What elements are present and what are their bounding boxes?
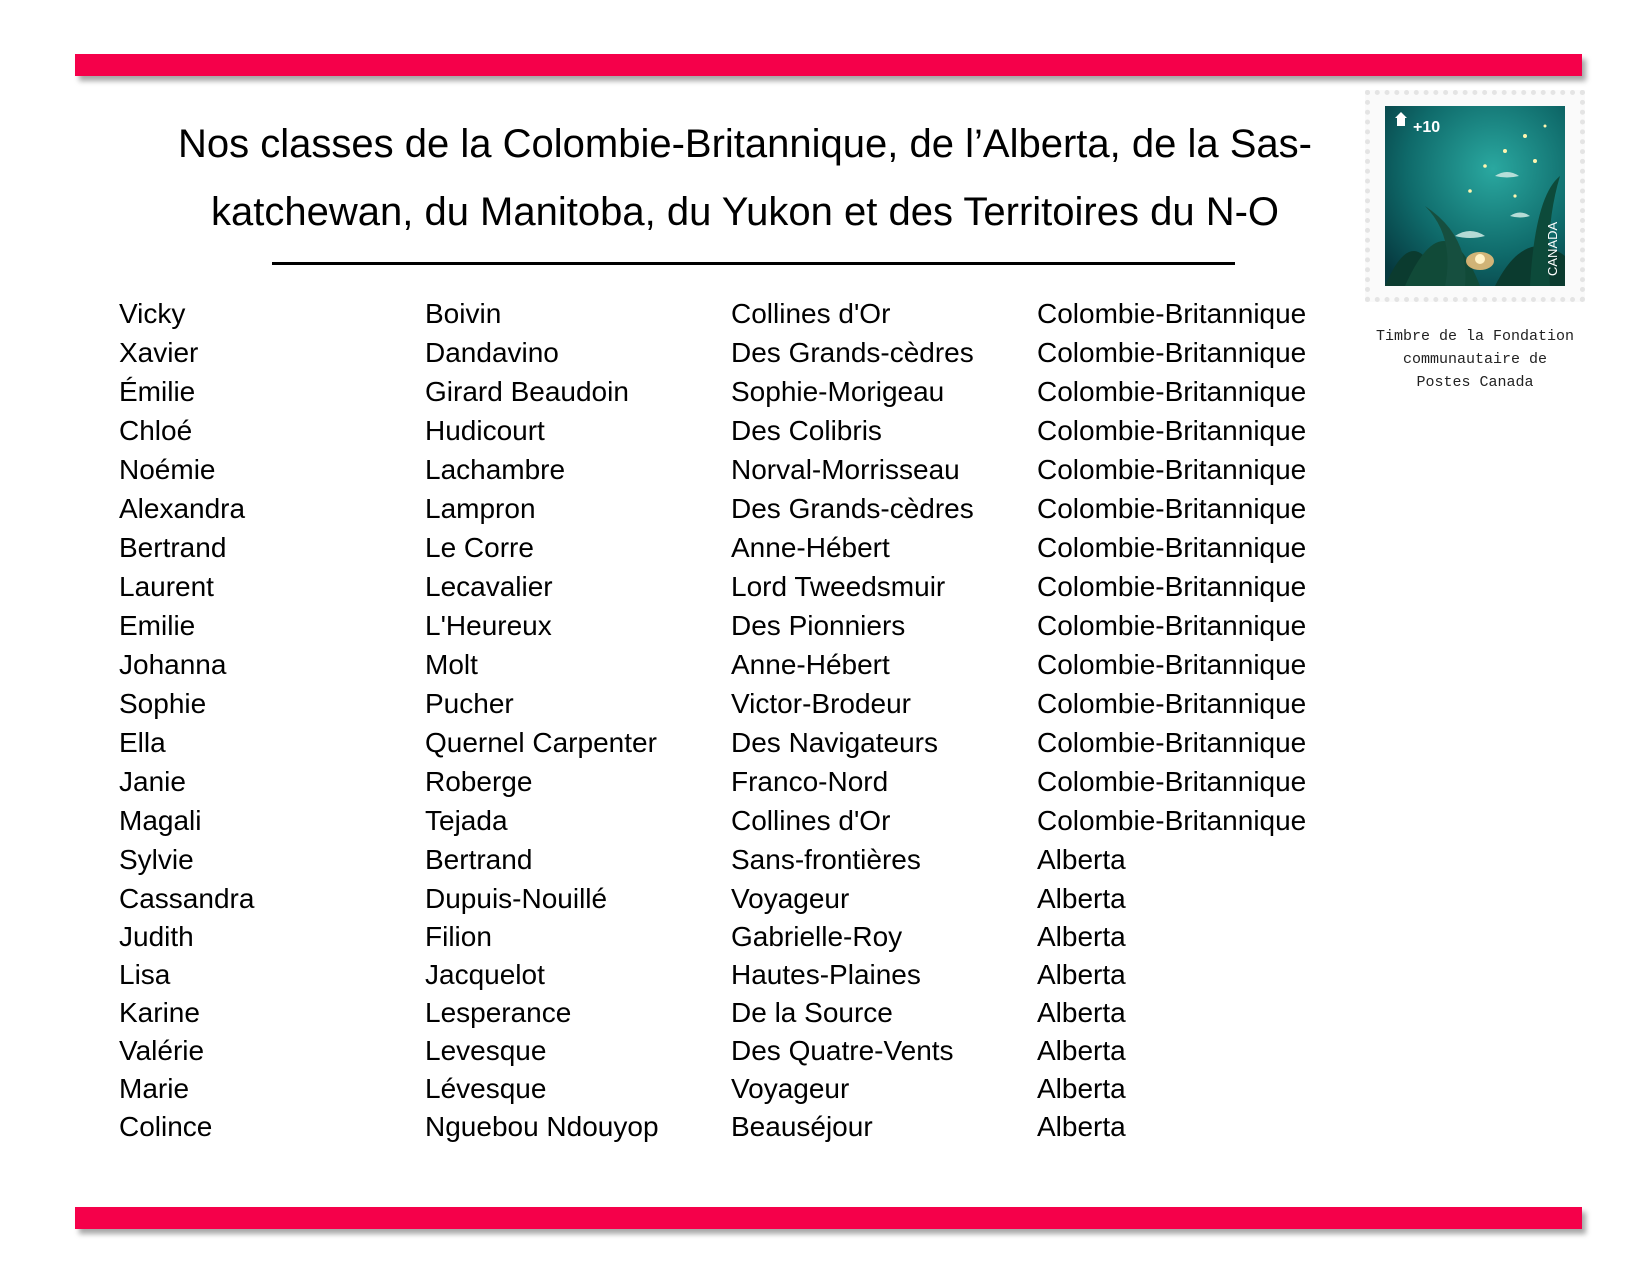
roster-first-name: Judith <box>119 921 194 952</box>
roster-row <box>0 411 1400 451</box>
roster-first-name: Colince <box>119 1111 213 1142</box>
roster-row <box>0 567 1400 607</box>
roster-province: Alberta <box>1037 1073 1126 1104</box>
roster-last-name: Dandavino <box>425 337 559 368</box>
roster-row <box>0 450 1400 490</box>
bottom-accent-bar <box>75 1207 1582 1229</box>
roster-school: Des Grands-cèdres <box>731 493 974 524</box>
roster-school: Franco-Nord <box>731 766 889 797</box>
roster-last-name: Dupuis-Nouillé <box>425 883 608 914</box>
roster-first-name: Cassandra <box>119 883 255 914</box>
roster-school: Sophie-Morigeau <box>731 376 945 407</box>
roster-last-name: Levesque <box>425 1035 547 1066</box>
roster-first-name: Lisa <box>119 959 171 990</box>
roster-province: Colombie-Britannique <box>1037 415 1307 446</box>
roster-school: Victor-Brodeur <box>731 688 912 719</box>
stamp-country: CANADA <box>1545 221 1560 276</box>
roster-last-name: Roberge <box>425 766 533 797</box>
roster-last-name: Jacquelot <box>425 959 545 990</box>
roster-row <box>0 528 1400 568</box>
roster-row <box>0 1107 1400 1147</box>
roster-first-name: Magali <box>119 805 202 836</box>
roster-province: Alberta <box>1037 921 1126 952</box>
roster-first-name: Alexandra <box>119 493 246 524</box>
roster-school: Anne-Hébert <box>731 532 890 563</box>
roster-province: Colombie-Britannique <box>1037 805 1307 836</box>
roster-school: Norval-Morrisseau <box>731 454 960 485</box>
roster-school: Sans-frontières <box>731 844 921 875</box>
roster-last-name: Filion <box>425 921 492 952</box>
roster-last-name: Molt <box>425 649 478 680</box>
roster-first-name: Johanna <box>119 649 227 680</box>
stamp-illustration <box>1385 106 1565 286</box>
stamp <box>1365 90 1585 302</box>
roster-province: Alberta <box>1037 883 1126 914</box>
roster-last-name: Boivin <box>425 298 502 329</box>
roster-first-name: Chloé <box>119 415 193 446</box>
roster-last-name: Girard Beaudoin <box>425 376 629 407</box>
roster-row <box>0 917 1400 957</box>
roster-province: Colombie-Britannique <box>1037 532 1307 563</box>
roster-first-name: Ella <box>119 727 166 758</box>
roster-row <box>0 840 1400 880</box>
roster-last-name: Hudicourt <box>425 415 545 446</box>
roster-last-name: Lévesque <box>425 1073 547 1104</box>
roster-first-name: Vicky <box>119 298 186 329</box>
roster-first-name: Bertrand <box>119 532 227 563</box>
roster-first-name: Valérie <box>119 1035 205 1066</box>
stamp-caption-line-2: communautaire de <box>1402 351 1548 368</box>
roster-province: Colombie-Britannique <box>1037 454 1307 485</box>
title-line-1: Nos classes de la Colombie-Britannique, de l’Alberta, de la Sas- <box>178 122 1312 166</box>
roster-row <box>0 993 1400 1033</box>
roster-first-name: Noémie <box>119 454 216 485</box>
roster-row <box>0 606 1400 646</box>
roster-last-name: Lesperance <box>425 997 572 1028</box>
roster-first-name: Laurent <box>119 571 214 602</box>
roster-first-name: Sylvie <box>119 844 194 875</box>
roster-last-name: Tejada <box>425 805 508 836</box>
roster-school: Des Navigateurs <box>731 727 938 758</box>
stamp-caption-line-3: Postes Canada <box>1416 374 1534 391</box>
roster-province: Colombie-Britannique <box>1037 337 1307 368</box>
roster-province: Colombie-Britannique <box>1037 610 1307 641</box>
stamp-caption-line-1: Timbre de la Fondation <box>1375 328 1575 345</box>
roster-school: Voyageur <box>731 1073 850 1104</box>
roster-row <box>0 489 1400 529</box>
roster-province: Colombie-Britannique <box>1037 376 1307 407</box>
roster-last-name: Lachambre <box>425 454 566 485</box>
roster-province: Colombie-Britannique <box>1037 649 1307 680</box>
roster-row <box>0 955 1400 995</box>
roster-school: Collines d'Or <box>731 298 891 329</box>
roster-row <box>0 333 1400 373</box>
roster-last-name: Bertrand <box>425 844 533 875</box>
roster-province: Alberta <box>1037 997 1126 1028</box>
roster-province: Colombie-Britannique <box>1037 727 1307 758</box>
roster-first-name: Émilie <box>119 376 196 407</box>
roster-last-name: Lecavalier <box>425 571 553 602</box>
roster-province: Colombie-Britannique <box>1037 688 1307 719</box>
roster-school: Hautes-Plaines <box>731 959 921 990</box>
roster-province: Alberta <box>1037 844 1126 875</box>
roster-school: Collines d'Or <box>731 805 891 836</box>
roster-last-name: Nguebou Ndouyop <box>425 1111 659 1142</box>
page-title <box>90 110 1400 246</box>
title-line-2: katchewan, du Manitoba, du Yukon et des Territoires du N-O <box>210 190 1280 234</box>
roster-school: Des Pionniers <box>731 610 906 641</box>
roster-first-name: Emilie <box>119 610 196 641</box>
roster-last-name: Lampron <box>425 493 536 524</box>
roster-province: Colombie-Britannique <box>1037 298 1307 329</box>
roster-school: Des Grands-cèdres <box>731 337 974 368</box>
roster-first-name: Sophie <box>119 688 207 719</box>
roster-school: Gabrielle-Roy <box>731 921 903 952</box>
roster-school: Lord Tweedsmuir <box>731 571 946 602</box>
roster-school: Beauséjour <box>731 1111 873 1142</box>
roster-row <box>0 684 1400 724</box>
roster-first-name: Janie <box>119 766 186 797</box>
roster-province: Colombie-Britannique <box>1037 493 1307 524</box>
roster-school: Des Quatre-Vents <box>731 1035 954 1066</box>
roster-first-name: Marie <box>119 1073 190 1104</box>
roster-row <box>0 1031 1400 1071</box>
roster-school: De la Source <box>731 997 893 1028</box>
roster-last-name: L'Heureux <box>425 610 552 641</box>
roster-school: Des Colibris <box>731 415 882 446</box>
stamp-value: +10 <box>1413 119 1441 136</box>
roster-school: Anne-Hébert <box>731 649 890 680</box>
roster-first-name: Xavier <box>119 337 199 368</box>
roster-row <box>0 372 1400 412</box>
stamp-caption <box>1360 325 1590 394</box>
roster-row <box>0 1069 1400 1109</box>
roster-school: Voyageur <box>731 883 850 914</box>
roster-last-name: Pucher <box>425 688 514 719</box>
top-accent-bar <box>75 54 1582 76</box>
roster-row <box>0 723 1400 763</box>
roster-row <box>0 645 1400 685</box>
roster-province: Alberta <box>1037 1111 1126 1142</box>
title-underline <box>272 262 1235 265</box>
roster-province: Alberta <box>1037 959 1126 990</box>
roster-province: Alberta <box>1037 1035 1126 1066</box>
roster-row <box>0 879 1400 919</box>
roster-last-name: Le Corre <box>425 532 534 563</box>
roster-province: Colombie-Britannique <box>1037 766 1307 797</box>
roster-row <box>0 294 1400 334</box>
roster-province: Colombie-Britannique <box>1037 571 1307 602</box>
roster-row <box>0 762 1400 802</box>
roster-last-name: Quernel Carpenter <box>425 727 657 758</box>
roster-first-name: Karine <box>119 997 200 1028</box>
roster-row <box>0 801 1400 841</box>
